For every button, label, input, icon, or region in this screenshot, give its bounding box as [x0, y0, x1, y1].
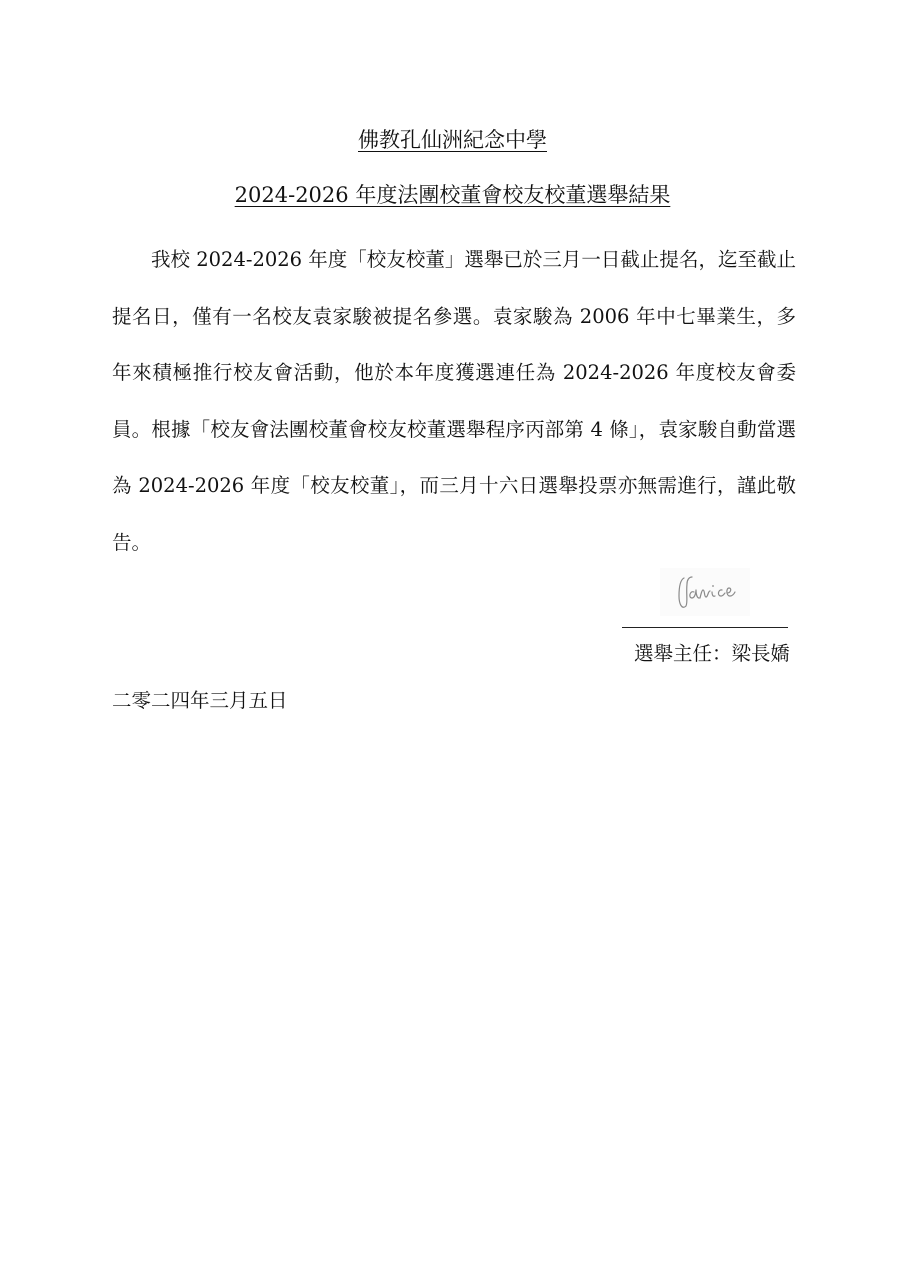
- handwritten-signature: [660, 568, 750, 616]
- election-result-heading: 2024-2026 年度法團校董會校友校董選舉結果: [234, 183, 671, 207]
- document-date: 二零二四年三月五日: [112, 689, 288, 712]
- announcement-body: 我校 2024-2026 年度「校友校董」選舉已於三月一日截止提名，迄至截止提名日，僅有一名校友袁家駿被提名參選。袁家駿為 2006 年中七畢業生，多年來積極推行校友會活動，他於本年度獲選連任為 2024-2026 年度校友會委員。根據「校友會法團校董會校友校董選舉程序丙部第 4 條」，袁家駿自動當選為 2024-2026 年度「校友校董」，而三月十六日選舉投票亦無需進行，謹此敬告。: [112, 248, 796, 554]
- election-officer-signature-label: 選舉主任：梁長嬌: [633, 642, 790, 665]
- signature-line: [622, 627, 788, 628]
- school-name-title: 佛教孔仙洲紀念中學: [358, 128, 547, 152]
